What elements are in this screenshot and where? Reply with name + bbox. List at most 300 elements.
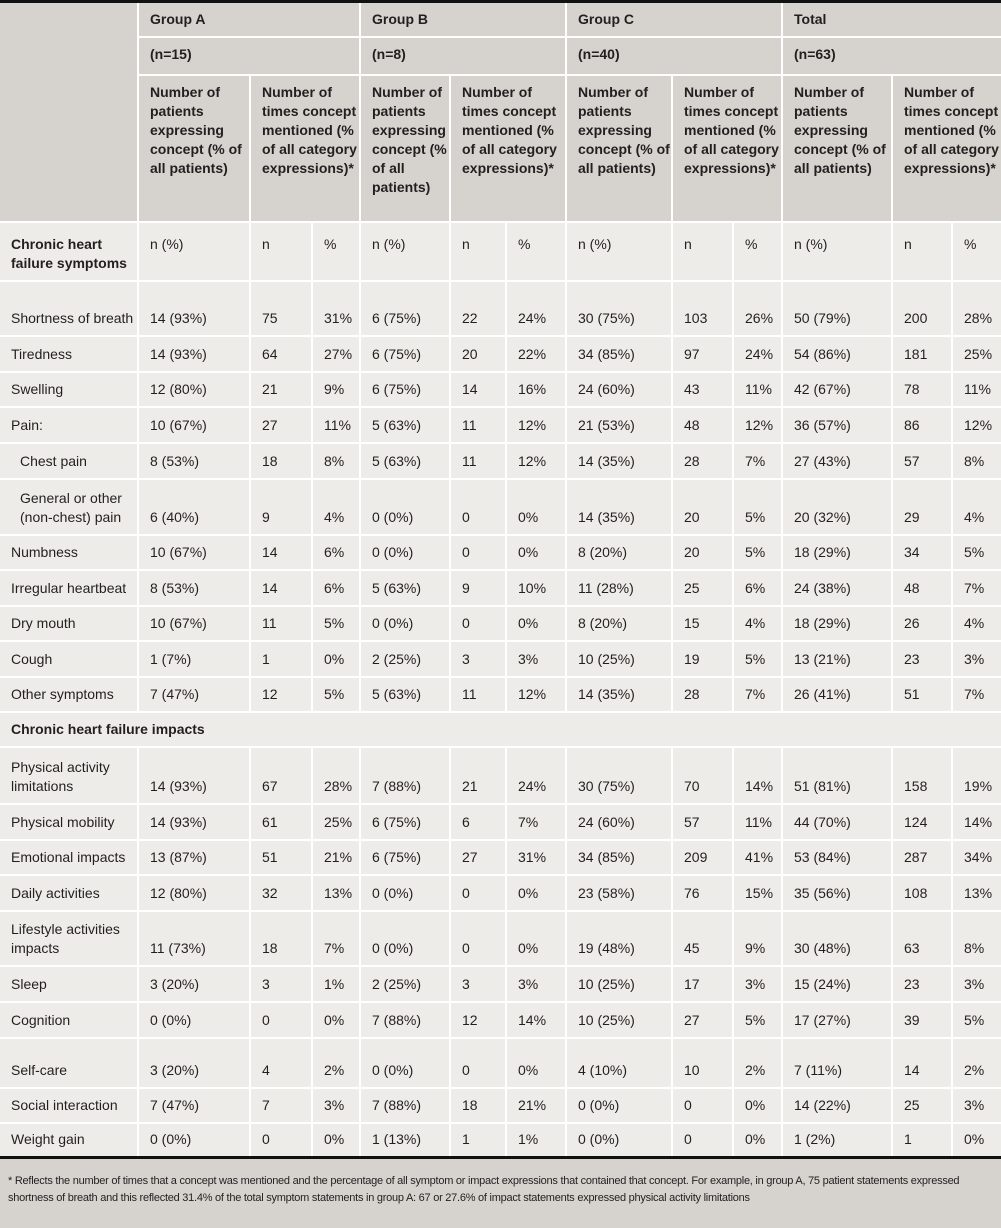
data-cell: 1 [250, 641, 312, 677]
data-cell: 31% [506, 840, 566, 875]
subheader-pct: % [312, 222, 360, 281]
data-cell: 14% [733, 747, 782, 804]
data-cell: 21 (53%) [566, 407, 672, 443]
data-cell: 2% [312, 1038, 360, 1088]
data-cell: 2 (25%) [360, 641, 450, 677]
table-row [0, 875, 1001, 911]
data-cell: 12% [506, 677, 566, 712]
data-cell: 25% [952, 336, 1001, 372]
data-cell: 10 (67%) [138, 606, 250, 641]
data-cell: 23 [892, 641, 952, 677]
data-cell: 14 (93%) [138, 281, 250, 336]
data-cell: 13 (21%) [782, 641, 892, 677]
data-cell: 10 (67%) [138, 535, 250, 570]
row-label: Irregular heartbeat [0, 570, 138, 606]
data-cell: 5% [733, 535, 782, 570]
data-cell: 1 (2%) [782, 1123, 892, 1158]
data-cell: 97 [672, 336, 733, 372]
row-label: Tiredness [0, 336, 138, 372]
data-cell: 3% [312, 1088, 360, 1123]
table-row [0, 535, 1001, 570]
table-row [0, 281, 1001, 336]
data-cell: 6 (40%) [138, 479, 250, 535]
data-cell: 18 [250, 443, 312, 479]
data-cell: 0 [450, 479, 506, 535]
data-cell: 14 (35%) [566, 443, 672, 479]
group-a-header: Group A [138, 2, 360, 37]
data-cell: 200 [892, 281, 952, 336]
data-cell: 6% [312, 570, 360, 606]
data-cell: 26 (41%) [782, 677, 892, 712]
table-row [0, 677, 1001, 712]
data-cell: 4% [312, 479, 360, 535]
data-cell: 51 [250, 840, 312, 875]
data-cell: 23 [892, 966, 952, 1002]
data-cell: 5% [733, 1002, 782, 1038]
data-cell: 2% [952, 1038, 1001, 1088]
data-cell: 14 (93%) [138, 336, 250, 372]
data-cell: 0 (0%) [360, 479, 450, 535]
subheader-n-pct: n (%) [138, 222, 250, 281]
data-cell: 11 (28%) [566, 570, 672, 606]
data-cell: 7% [506, 804, 566, 840]
table-row [0, 966, 1001, 1002]
data-cell: 11% [312, 407, 360, 443]
data-cell: 19 (48%) [566, 911, 672, 966]
data-cell: 18 [450, 1088, 506, 1123]
data-cell: 0 [250, 1002, 312, 1038]
data-cell: 8 (53%) [138, 443, 250, 479]
data-cell: 0 [450, 911, 506, 966]
row-label: Social interaction [0, 1088, 138, 1123]
data-cell: 3 (20%) [138, 966, 250, 1002]
data-cell: 0 (0%) [138, 1123, 250, 1158]
data-cell: 209 [672, 840, 733, 875]
data-cell: 22 [450, 281, 506, 336]
data-cell: 11 [250, 606, 312, 641]
data-cell: 14 [250, 570, 312, 606]
row-label: Other symptoms [0, 677, 138, 712]
data-cell: 3% [733, 966, 782, 1002]
subheader-n: n [250, 222, 312, 281]
data-cell: 21 [250, 372, 312, 407]
row-label: Dry mouth [0, 606, 138, 641]
category-label: Chronic heart failure symptoms [0, 222, 138, 281]
data-cell: 3 [450, 966, 506, 1002]
data-cell: 0% [952, 1123, 1001, 1158]
data-cell: 108 [892, 875, 952, 911]
data-cell: 18 (29%) [782, 535, 892, 570]
data-cell: 6 [450, 804, 506, 840]
data-cell: 3% [952, 641, 1001, 677]
data-cell: 35 (56%) [782, 875, 892, 911]
data-cell: 12 (80%) [138, 372, 250, 407]
data-cell: 1 [450, 1123, 506, 1158]
data-cell: 24 (60%) [566, 804, 672, 840]
data-cell: 5% [312, 606, 360, 641]
data-cell: 24% [506, 747, 566, 804]
data-cell: 0 (0%) [360, 1038, 450, 1088]
data-cell: 0 (0%) [138, 1002, 250, 1038]
data-cell: 0% [506, 1038, 566, 1088]
data-cell: 5% [733, 641, 782, 677]
data-cell: 287 [892, 840, 952, 875]
data-cell: 0% [312, 1123, 360, 1158]
data-cell: 8% [952, 443, 1001, 479]
data-cell: 10 (25%) [566, 1002, 672, 1038]
group-b-n: (n=8) [360, 37, 566, 75]
data-cell: 17 [672, 966, 733, 1002]
data-cell: 25 [892, 1088, 952, 1123]
data-cell: 30 (48%) [782, 911, 892, 966]
data-cell: 45 [672, 911, 733, 966]
subheader-pct: % [952, 222, 1001, 281]
data-cell: 25% [312, 804, 360, 840]
data-cell: 0% [506, 911, 566, 966]
row-label: Shortness of breath [0, 281, 138, 336]
data-cell: 6 (75%) [360, 804, 450, 840]
data-cell: 5% [733, 479, 782, 535]
data-cell: 8% [312, 443, 360, 479]
data-cell: 76 [672, 875, 733, 911]
table-row [0, 1038, 1001, 1088]
data-cell: 11% [733, 372, 782, 407]
data-cell: 10% [506, 570, 566, 606]
data-cell: 19 [672, 641, 733, 677]
data-cell: 1% [312, 966, 360, 1002]
data-cell: 26% [733, 281, 782, 336]
data-cell: 6 (75%) [360, 840, 450, 875]
data-cell: 21% [312, 840, 360, 875]
data-cell: 3% [506, 641, 566, 677]
table-row [0, 570, 1001, 606]
data-cell: 10 (67%) [138, 407, 250, 443]
data-cell: 27 [450, 840, 506, 875]
data-cell: 20 [672, 479, 733, 535]
data-cell: 22% [506, 336, 566, 372]
data-cell: 0% [506, 535, 566, 570]
data-cell: 14 (93%) [138, 747, 250, 804]
data-cell: 24% [733, 336, 782, 372]
data-cell: 15 [672, 606, 733, 641]
data-cell: 7 (11%) [782, 1038, 892, 1088]
row-label: Pain: [0, 407, 138, 443]
data-cell: 21% [506, 1088, 566, 1123]
data-cell: 0 [250, 1123, 312, 1158]
data-cell: 14 [450, 372, 506, 407]
row-label: Weight gain [0, 1123, 138, 1158]
data-cell: 14 [250, 535, 312, 570]
data-cell: 4% [952, 479, 1001, 535]
data-cell: 8 (53%) [138, 570, 250, 606]
group-b-header: Group B [360, 2, 566, 37]
row-label: Daily activities [0, 875, 138, 911]
data-cell: 3 (20%) [138, 1038, 250, 1088]
data-cell: 54 (86%) [782, 336, 892, 372]
data-cell: 12% [733, 407, 782, 443]
data-cell: 7 (88%) [360, 1088, 450, 1123]
data-cell: 30 (75%) [566, 747, 672, 804]
data-cell: 15% [733, 875, 782, 911]
table-row [0, 840, 1001, 875]
data-cell: 6% [733, 570, 782, 606]
data-cell: 1% [506, 1123, 566, 1158]
data-cell: 8% [952, 911, 1001, 966]
data-cell: 5 (63%) [360, 443, 450, 479]
data-cell: 34 (85%) [566, 840, 672, 875]
data-cell: 20 [450, 336, 506, 372]
data-cell: 1 (13%) [360, 1123, 450, 1158]
table-row [0, 479, 1001, 535]
data-cell: 0% [733, 1088, 782, 1123]
data-cell: 9 [250, 479, 312, 535]
times-col-header: Number of times concept mentioned (% of all category expressions)* [892, 75, 1001, 222]
data-cell: 78 [892, 372, 952, 407]
data-cell: 5% [952, 1002, 1001, 1038]
data-cell: 12% [506, 407, 566, 443]
row-label: Physical mobility [0, 804, 138, 840]
data-cell: 28 [672, 443, 733, 479]
data-cell: 158 [892, 747, 952, 804]
data-cell: 61 [250, 804, 312, 840]
data-cell: 19% [952, 747, 1001, 804]
data-cell: 6 (75%) [360, 281, 450, 336]
data-cell: 1 (7%) [138, 641, 250, 677]
data-cell: 44 (70%) [782, 804, 892, 840]
row-label: Chest pain [0, 443, 138, 479]
data-cell: 0% [506, 479, 566, 535]
table-row [0, 804, 1001, 840]
data-cell: 0 [450, 535, 506, 570]
data-cell: 64 [250, 336, 312, 372]
subheader-n: n [672, 222, 733, 281]
data-cell: 53 (84%) [782, 840, 892, 875]
data-cell: 5 (63%) [360, 570, 450, 606]
footnote: * Reflects the number of times that a concept was mentioned and the percentage of all symptom or impact expressions that contained that concept. For example, in group A, 75 patient statements expressed shortness of breath and this reflected 31.4% of the total symptom statements in group A: 67 or 27.6% of impact statements expressed physical activity limitations [0, 1159, 1001, 1207]
data-cell: 48 [892, 570, 952, 606]
data-cell: 27 [250, 407, 312, 443]
row-label: Self-care [0, 1038, 138, 1088]
data-cell: 4% [952, 606, 1001, 641]
data-cell: 0 [450, 875, 506, 911]
subheader-pct: % [733, 222, 782, 281]
data-cell: 11% [952, 372, 1001, 407]
subheader-pct: % [506, 222, 566, 281]
times-col-header: Number of times concept mentioned (% of all category expressions)* [450, 75, 566, 222]
table-row [0, 336, 1001, 372]
total-header: Total [782, 2, 1001, 37]
data-cell: 0% [312, 641, 360, 677]
data-cell: 50 (79%) [782, 281, 892, 336]
data-cell: 75 [250, 281, 312, 336]
row-label: Emotional impacts [0, 840, 138, 875]
data-cell: 27% [312, 336, 360, 372]
table-row [0, 407, 1001, 443]
data-cell: 5 (63%) [360, 677, 450, 712]
data-cell: 48 [672, 407, 733, 443]
data-cell: 7% [952, 570, 1001, 606]
data-cell: 25 [672, 570, 733, 606]
data-cell: 20 (32%) [782, 479, 892, 535]
group-c-header: Group C [566, 2, 782, 37]
data-cell: 12 [450, 1002, 506, 1038]
data-cell: 42 (67%) [782, 372, 892, 407]
data-cell: 7% [952, 677, 1001, 712]
row-label: Cognition [0, 1002, 138, 1038]
data-cell: 43 [672, 372, 733, 407]
data-cell: 1 [892, 1123, 952, 1158]
row-label: General or other (non-chest) pain [0, 479, 138, 535]
subheader-n-pct: n (%) [566, 222, 672, 281]
data-cell: 32 [250, 875, 312, 911]
table-row [0, 1088, 1001, 1123]
row-label: Cough [0, 641, 138, 677]
data-cell: 10 (25%) [566, 641, 672, 677]
data-cell: 0 [450, 606, 506, 641]
data-cell: 67 [250, 747, 312, 804]
data-cell: 7 (47%) [138, 1088, 250, 1123]
data-cell: 12 (80%) [138, 875, 250, 911]
data-cell: 7% [733, 443, 782, 479]
data-cell: 27 (43%) [782, 443, 892, 479]
data-cell: 51 (81%) [782, 747, 892, 804]
table-row [0, 641, 1001, 677]
data-cell: 0 (0%) [566, 1088, 672, 1123]
data-cell: 30 (75%) [566, 281, 672, 336]
table-row [0, 911, 1001, 966]
data-cell: 12% [952, 407, 1001, 443]
data-cell: 27 [672, 1002, 733, 1038]
data-cell: 39 [892, 1002, 952, 1038]
data-cell: 7 (47%) [138, 677, 250, 712]
empty-corner [0, 2, 138, 222]
category-label: Chronic heart failure impacts [0, 712, 1001, 747]
data-cell: 23 (58%) [566, 875, 672, 911]
data-cell: 9 [450, 570, 506, 606]
subheader-n-pct: n (%) [782, 222, 892, 281]
data-cell: 14 (22%) [782, 1088, 892, 1123]
data-cell: 14 [892, 1038, 952, 1088]
data-cell: 17 (27%) [782, 1002, 892, 1038]
patients-col-header: Number of patients expressing concept (% of all patients) [566, 75, 672, 222]
group-c-n: (n=40) [566, 37, 782, 75]
row-label: Lifestyle activities impacts [0, 911, 138, 966]
data-cell: 6% [312, 535, 360, 570]
data-cell: 24 (38%) [782, 570, 892, 606]
data-cell: 36 (57%) [782, 407, 892, 443]
data-cell: 14% [952, 804, 1001, 840]
data-cell: 86 [892, 407, 952, 443]
data-cell: 7 (88%) [360, 1002, 450, 1038]
data-cell: 70 [672, 747, 733, 804]
data-cell: 20 [672, 535, 733, 570]
data-cell: 13% [312, 875, 360, 911]
data-cell: 7 [250, 1088, 312, 1123]
data-cell: 6 (75%) [360, 372, 450, 407]
data-cell: 4 [250, 1038, 312, 1088]
data-cell: 0 (0%) [360, 606, 450, 641]
data-cell: 24 (60%) [566, 372, 672, 407]
row-label: Numbness [0, 535, 138, 570]
data-cell: 3 [450, 641, 506, 677]
data-cell: 31% [312, 281, 360, 336]
category-row-impacts [0, 712, 1001, 747]
data-cell: 14 (93%) [138, 804, 250, 840]
data-cell: 0% [733, 1123, 782, 1158]
data-cell: 11% [733, 804, 782, 840]
data-cell: 7 (88%) [360, 747, 450, 804]
data-cell: 7% [312, 911, 360, 966]
data-cell: 3% [506, 966, 566, 1002]
data-cell: 3% [952, 1088, 1001, 1123]
data-cell: 57 [892, 443, 952, 479]
data-cell: 0% [506, 606, 566, 641]
data-cell: 6 (75%) [360, 336, 450, 372]
data-cell: 5% [952, 535, 1001, 570]
data-cell: 12 [250, 677, 312, 712]
data-cell: 13% [952, 875, 1001, 911]
data-cell: 0 (0%) [360, 911, 450, 966]
table-row [0, 1123, 1001, 1158]
data-cell: 24% [506, 281, 566, 336]
data-cell: 11 (73%) [138, 911, 250, 966]
table-row [0, 1002, 1001, 1038]
data-cell: 181 [892, 336, 952, 372]
data-cell: 4 (10%) [566, 1038, 672, 1088]
patients-col-header: Number of patients expressing concept (% of all patients) [782, 75, 892, 222]
data-cell: 0 [672, 1123, 733, 1158]
data-cell: 5% [312, 677, 360, 712]
data-cell: 14% [506, 1002, 566, 1038]
data-cell: 2 (25%) [360, 966, 450, 1002]
data-cell: 10 (25%) [566, 966, 672, 1002]
data-cell: 34 (85%) [566, 336, 672, 372]
data-cell: 34% [952, 840, 1001, 875]
data-cell: 10 [672, 1038, 733, 1088]
data-cell: 0% [506, 875, 566, 911]
row-label: Swelling [0, 372, 138, 407]
data-cell: 34 [892, 535, 952, 570]
data-cell: 14 (35%) [566, 479, 672, 535]
category-row-symptoms [0, 222, 1001, 281]
times-col-header: Number of times concept mentioned (% of all category expressions)* [250, 75, 360, 222]
data-cell: 0 (0%) [360, 535, 450, 570]
data-cell: 57 [672, 804, 733, 840]
data-cell: 3% [952, 966, 1001, 1002]
data-cell: 14 (35%) [566, 677, 672, 712]
data-cell: 11 [450, 407, 506, 443]
data-cell: 29 [892, 479, 952, 535]
data-cell: 5 (63%) [360, 407, 450, 443]
subheader-n-pct: n (%) [360, 222, 450, 281]
table-row [0, 372, 1001, 407]
row-label: Sleep [0, 966, 138, 1002]
table-row [0, 606, 1001, 641]
row-label: Physical activity limitations [0, 747, 138, 804]
data-cell: 4% [733, 606, 782, 641]
data-cell: 16% [506, 372, 566, 407]
data-cell: 41% [733, 840, 782, 875]
group-a-n: (n=15) [138, 37, 360, 75]
data-cell: 15 (24%) [782, 966, 892, 1002]
data-cell: 9% [733, 911, 782, 966]
data-cell: 0 (0%) [360, 875, 450, 911]
data-cell: 7% [733, 677, 782, 712]
data-cell: 18 (29%) [782, 606, 892, 641]
patients-col-header: Number of patients expressing concept (% of all patients) [360, 75, 450, 222]
patients-col-header: Number of patients expressing concept (% of all patients) [138, 75, 250, 222]
subheader-n: n [450, 222, 506, 281]
